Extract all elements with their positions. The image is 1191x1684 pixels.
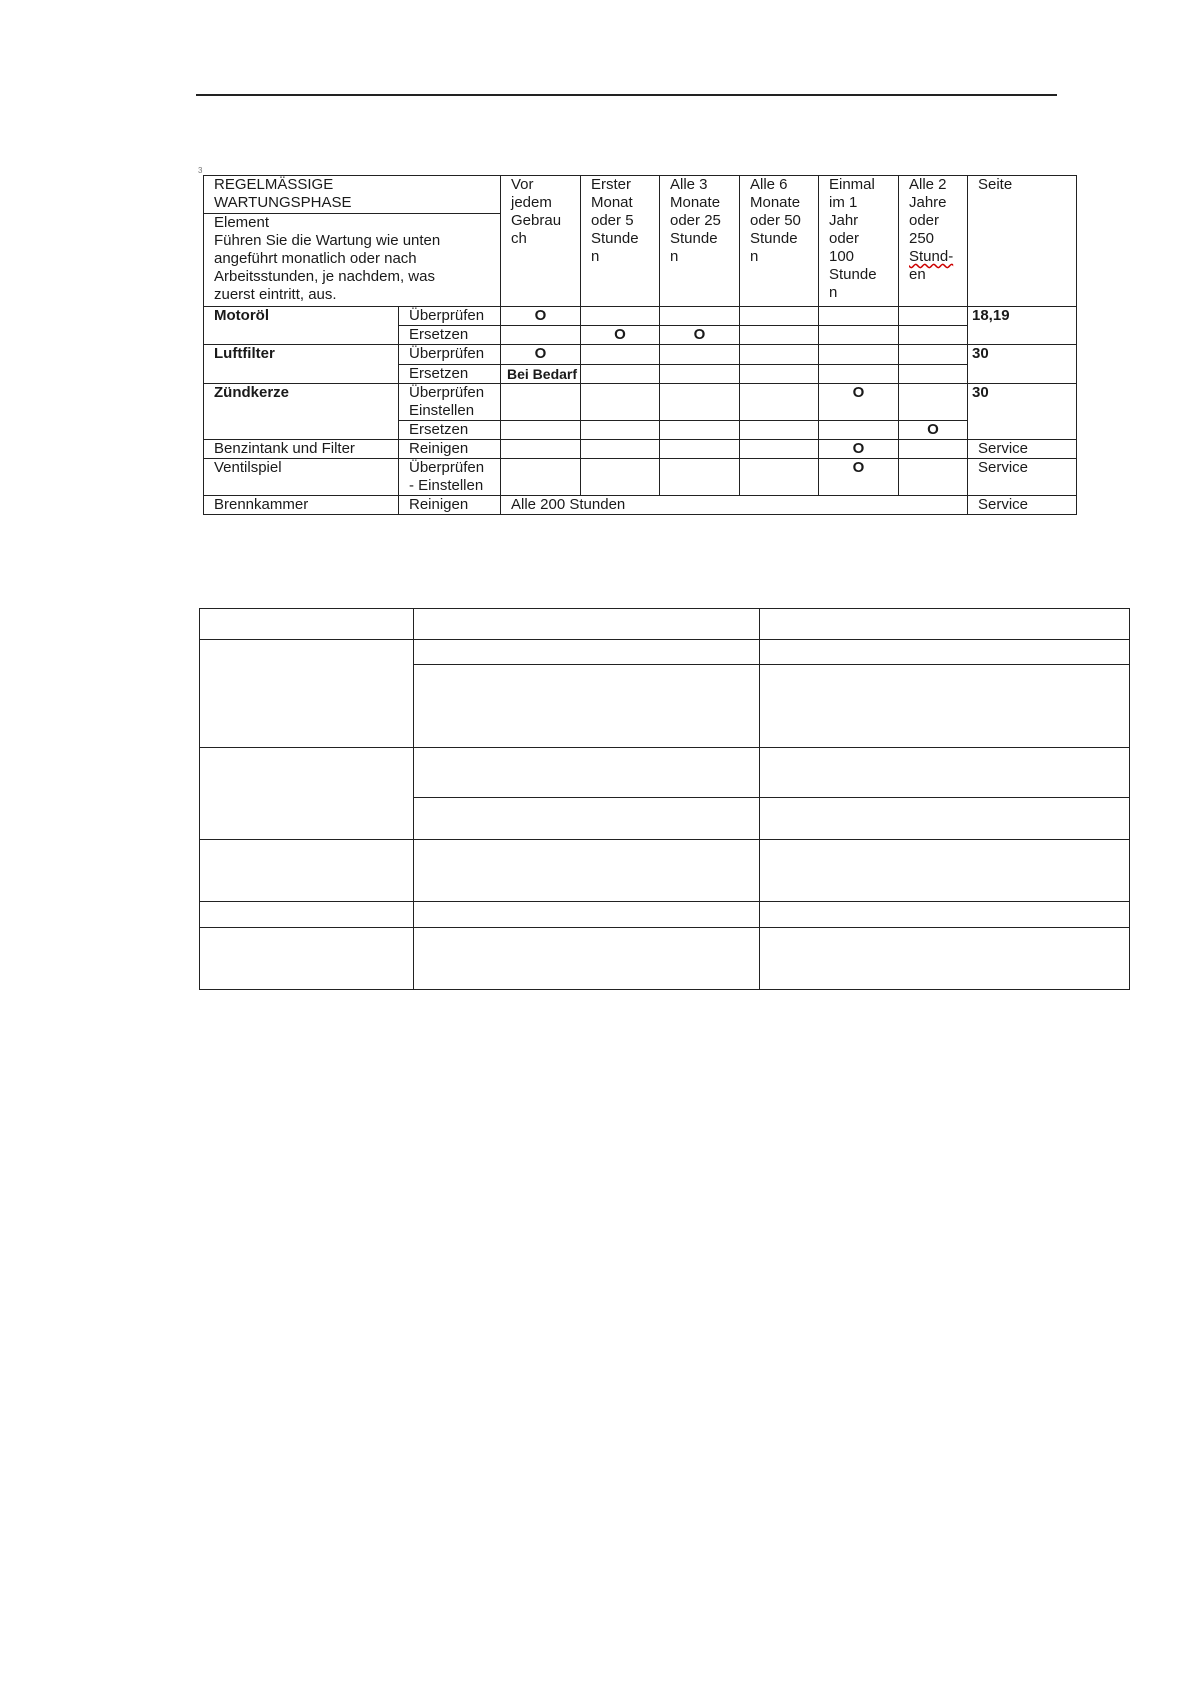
mark: O [660, 326, 740, 345]
col-header-first-month: Erster Monat oder 5 Stunde n [581, 176, 660, 307]
empty-cell [760, 928, 1130, 990]
element-note-cell: Element Führen Sie die Wartung wie unten angeführt monatlich oder nach Arbeitsstunden, je nachdem, was zuerst eintritt, aus. [204, 214, 501, 307]
mark: O [581, 326, 660, 345]
title-cell [204, 176, 501, 214]
mark: O [819, 459, 899, 496]
page-ref: Service [968, 496, 1077, 515]
row-label-luftfilter: Luftfilter [204, 345, 399, 384]
action-check: Überprüfen [399, 345, 501, 365]
mark: O [899, 421, 968, 440]
empty-cell [414, 609, 760, 640]
empty-cell [200, 928, 414, 990]
empty-cell [200, 840, 414, 902]
row-label-benzintank: Benzintank und Filter [204, 440, 399, 459]
action-replace: Ersetzen [399, 326, 501, 345]
page-ref: 18,19 [968, 307, 1077, 345]
empty-cell [760, 640, 1130, 665]
empty-cell [760, 902, 1130, 928]
row-label-zuendkerze: Zündkerze [204, 384, 399, 440]
mark: O [501, 345, 581, 365]
empty-cell [760, 840, 1130, 902]
empty-cell [760, 665, 1130, 748]
empty-cell [414, 902, 760, 928]
col-header-page: Seite [968, 176, 1077, 307]
action-clean: Reinigen [399, 440, 501, 459]
page-ref: Service [968, 459, 1077, 496]
col-header-before-use: Vor jedem Gebrau ch [501, 176, 581, 307]
col-header-3-months: Alle 3 Monate oder 25 Stunde n [660, 176, 740, 307]
action-replace: Ersetzen [399, 365, 501, 384]
row-label-brennkammer: Brennkammer [204, 496, 399, 515]
corner-mark: 3 [198, 166, 203, 175]
mark: O [819, 384, 899, 421]
title-line: WARTUNGSPHASE [214, 194, 352, 211]
action-clean: Reinigen [399, 496, 501, 515]
action-replace: Ersetzen [399, 421, 501, 440]
interval-text: Alle 200 Stunden [501, 496, 968, 515]
empty-cell [200, 748, 414, 840]
page-ref: 30 [968, 384, 1077, 440]
action-check: Überprüfen [399, 307, 501, 326]
row-label-ventilspiel: Ventilspiel [204, 459, 399, 496]
page-ref: Service [968, 440, 1077, 459]
header-rule [196, 94, 1057, 96]
empty-cell [760, 748, 1130, 798]
page-ref: 30 [968, 345, 1077, 384]
action-check-adjust: Überprüfen - Einstellen [399, 459, 501, 496]
col-header-1-year: Einmal im 1 Jahr oder 100 Stunde n [819, 176, 899, 307]
empty-cell [414, 798, 760, 840]
as-needed-text: Bei Bedarf [501, 365, 581, 384]
mark: O [819, 440, 899, 459]
row-label-motoroel: Motoröl [204, 307, 399, 345]
title-line: REGELMÄSSIGE [214, 176, 334, 193]
mark: O [501, 307, 581, 326]
empty-cell [414, 748, 760, 798]
col-header-6-months: Alle 6 Monate oder 50 Stunde n [740, 176, 819, 307]
empty-table [199, 608, 1130, 990]
empty-cell [200, 640, 414, 748]
col-header-2-years: Alle 2 Jahre oder 250 Stund- en [899, 176, 968, 307]
empty-cell [760, 609, 1130, 640]
empty-cell [200, 902, 414, 928]
empty-cell [414, 640, 760, 665]
maintenance-schedule-table [203, 175, 1077, 515]
empty-cell [414, 928, 760, 990]
action-check-adjust: Überprüfen Einstellen [399, 384, 501, 421]
empty-cell [414, 665, 760, 748]
empty-cell [200, 609, 414, 640]
empty-cell [414, 840, 760, 902]
empty-cell [760, 798, 1130, 840]
